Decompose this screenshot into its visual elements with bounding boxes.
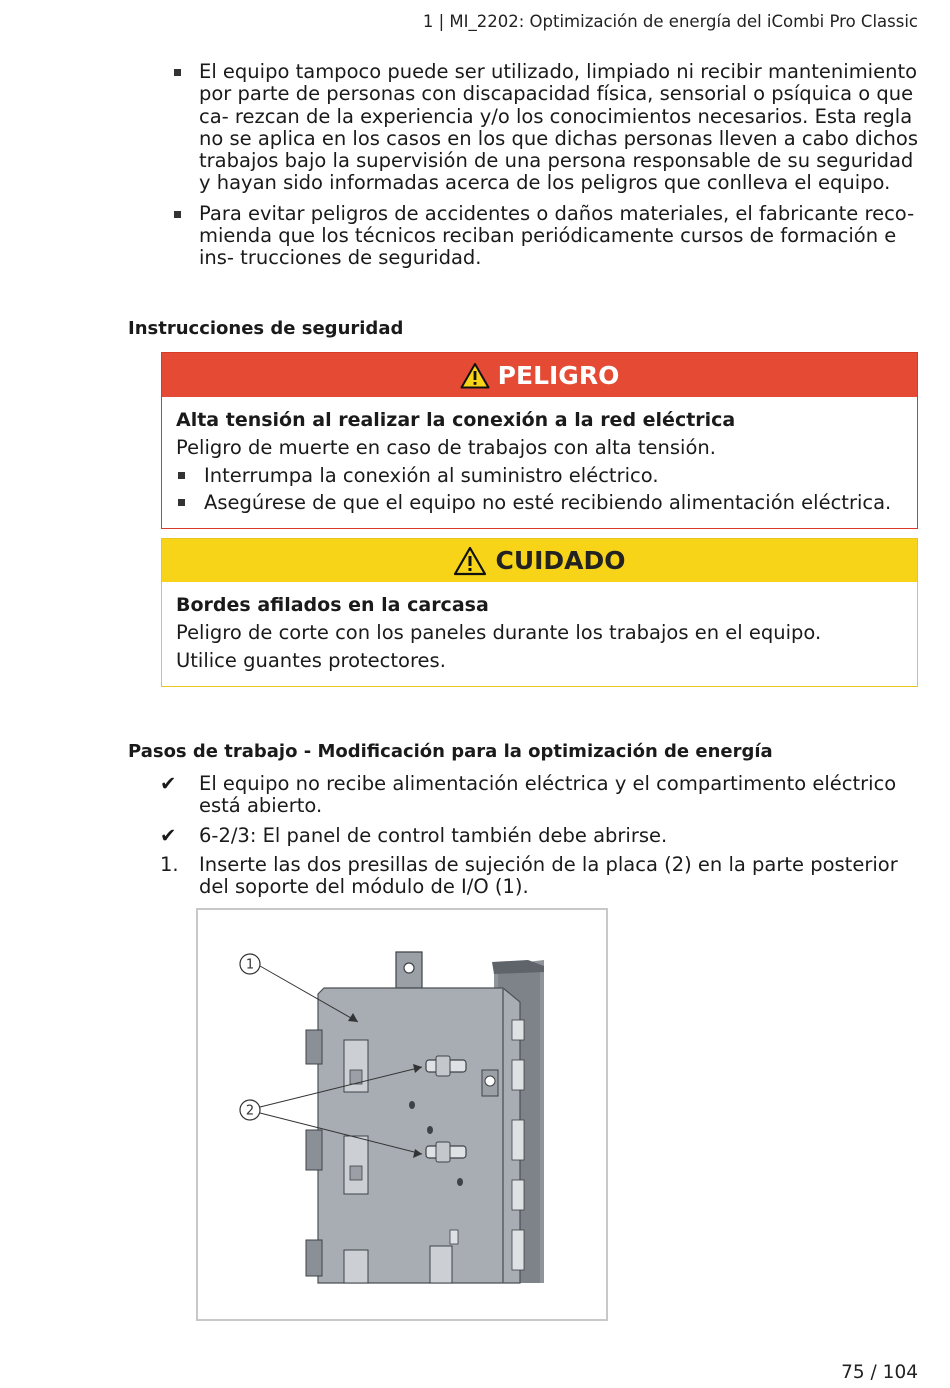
warning-triangle-icon: [453, 546, 487, 576]
caution-line: Peligro de corte con los paneles durante los trabajos en el equipo.: [176, 621, 822, 644]
io-module-illustration: [198, 910, 606, 1319]
danger-title: Alta tensión al realizar la conexión a la red eléctrica: [176, 409, 736, 431]
bullet-square-icon: [178, 472, 185, 479]
list-item: ✔ 6-2/3: El panel de control también debe abrirse.: [160, 823, 668, 847]
danger-text: Peligro de muerte en caso de trabajos con alta tensión.: [176, 436, 716, 459]
work-steps-list: [160, 773, 920, 905]
callout-label: 1: [245, 957, 255, 973]
list-item: ✔ El equipo no recibe alimentación eléctrica y el compartimento eléctrico está abierto.: [160, 772, 897, 818]
bullet-square-icon: [174, 211, 181, 218]
danger-header: [162, 353, 917, 397]
warning-triangle-icon: [460, 362, 490, 389]
caution-notice: [161, 538, 918, 687]
page-number: 75 / 104: [841, 1362, 918, 1383]
danger-body: [162, 397, 917, 527]
list-item: Interrumpa la conexión al suministro eléctrico.: [176, 462, 903, 490]
callout-label: 2: [245, 1103, 255, 1119]
caution-line: Utilice guantes protectores.: [176, 648, 446, 672]
list-item: 1. Inserte las dos presillas de sujeción de la placa (2) en la parte posterior del soporte del módulo de I/O (1).: [160, 852, 898, 899]
running-header: 1 | MI_2202: Optimización de energía del iCombi Pro Classic: [422, 12, 918, 31]
caution-header: [162, 539, 917, 582]
list-item: Para evitar peligros de accidentes o daños materiales, el fabricante reco- mienda que los técnicos reciban periódicamente cursos de formación e ins- trucciones de seguridad.: [170, 203, 918, 270]
danger-notice: [161, 352, 918, 529]
figure-frame: [196, 908, 608, 1321]
caution-body: [162, 582, 917, 684]
checkmark-icon: ✔: [160, 823, 177, 847]
safety-heading: Instrucciones de seguridad: [128, 318, 404, 339]
work-steps-heading: Pasos de trabajo - Modificación para la optimización de energía: [128, 741, 773, 762]
bullet-square-icon: [178, 499, 185, 506]
list-item: Asegúrese de que el equipo no esté recibiendo alimentación eléctrica.: [176, 489, 903, 517]
bullet-square-icon: [174, 69, 181, 76]
step-number: 1.: [160, 852, 179, 876]
intro-bullet-list: [170, 61, 918, 278]
caution-label: CUIDADO: [495, 546, 626, 575]
checkmark-icon: ✔: [160, 772, 177, 795]
list-item: El equipo tampoco puede ser utilizado, limpiado ni recibir mantenimiento por parte de personas con discapacidad física, sensorial o psíquica o que ca- rezcan de la experiencia y/o los conocimientos necesarios. Esta regla no se aplica en los casos en los que dichas personas lleven a cabo dichos trabajos bajo la supervisión de una persona responsable de su seguridad y hayan sido informadas acerca de los peligros que conlleva el equipo.: [170, 61, 918, 195]
caution-title: Bordes afilados en la carcasa: [176, 594, 489, 616]
danger-label: PELIGRO: [497, 360, 620, 390]
